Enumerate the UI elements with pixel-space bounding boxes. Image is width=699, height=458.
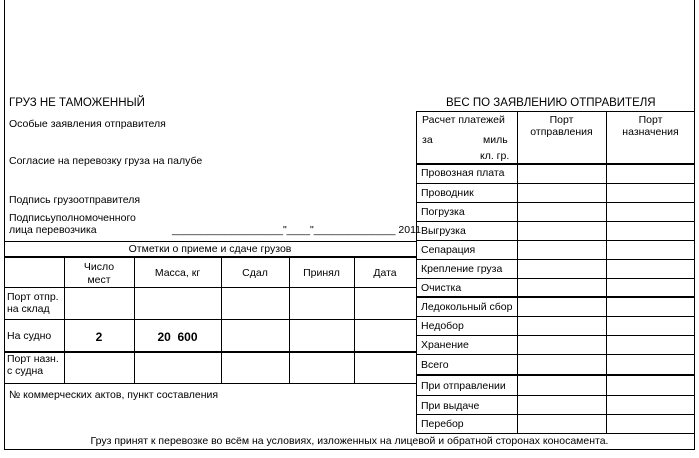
payment-row-label: Проводник — [421, 187, 474, 199]
receipt-mass-value: 20 600 — [157, 330, 198, 344]
payments-row-line — [416, 278, 695, 279]
payments-row-line — [416, 414, 695, 415]
receipt-top-line — [4, 241, 416, 242]
port-destination-header: Порт назначения — [622, 114, 679, 138]
calc-header-3: кл. гр. — [480, 150, 510, 162]
payments-row-line — [416, 183, 695, 184]
calc-header-2-left: за — [422, 134, 433, 146]
carrier-signature-label-2: лица перевозчика — [9, 224, 97, 236]
receipt-header-date: Дата — [373, 267, 397, 279]
payment-row-label: Недобор — [421, 320, 464, 332]
payments-row-line — [416, 202, 695, 203]
payments-left-line — [416, 111, 417, 433]
payments-row-line — [416, 335, 695, 336]
payments-top-line — [416, 111, 695, 112]
payments-col-line-2 — [606, 111, 607, 433]
receipt-row-label: На судно — [7, 330, 52, 342]
payment-row-label: Ледокольный сбор — [421, 301, 513, 313]
payment-row-label: Перебор — [421, 418, 464, 430]
payments-row-line — [416, 240, 695, 241]
payments-row-line — [416, 296, 695, 298]
receipt-header-count: Число мест — [83, 261, 115, 286]
payments-row-line — [416, 221, 695, 222]
not-customs-title: ГРУЗ НЕ ТАМОЖЕННЫЙ — [9, 97, 145, 109]
payment-row-label: Очистка — [421, 282, 462, 294]
calc-header-1: Расчет платежей — [422, 114, 505, 126]
deck-consent-label: Согласие на перевозку груза на палубе — [9, 155, 203, 167]
receipt-header-mass: Масса, кг — [154, 267, 201, 279]
payment-row-label: Выгрузка — [421, 225, 466, 237]
payments-row-line — [416, 374, 695, 376]
special-statements-label: Особые заявления отправителя — [9, 118, 166, 130]
receipt-title: Отметки о приеме и сдаче грузов — [128, 243, 292, 255]
payments-row-line — [416, 433, 695, 434]
payment-row-label: Хранение — [421, 339, 469, 351]
shipper-signature-label: Подпись грузоотправителя — [9, 194, 141, 206]
payment-row-label: Погрузка — [421, 206, 465, 218]
commercial-acts-label: № коммерческих актов, пункт составления — [9, 389, 219, 401]
carrier-signature-label-1: Подписьуполномоченного — [9, 212, 136, 224]
payment-row-label: Всего — [421, 359, 449, 371]
payments-row-line — [416, 354, 695, 355]
payments-row-line — [416, 316, 695, 317]
payments-row-line — [416, 259, 695, 260]
signature-date-line: ___________________"____"______________ 2011 — [172, 224, 422, 236]
receipt-bottom-line — [4, 383, 416, 384]
payment-row-label: Сепарация — [421, 244, 476, 256]
receipt-row-label: Порт назн. с судна — [7, 353, 59, 377]
receipt-count-value: 2 — [95, 330, 103, 344]
payments-row-line — [416, 395, 695, 396]
payment-row-label: При отправлении — [421, 380, 506, 392]
receipt-header-accepted: Принял — [303, 267, 340, 279]
payment-row-label: Провозная плата — [421, 167, 505, 179]
declared-weight-title: ВЕС ПО ЗАЯВЛЕНИЮ ОТПРАВИТЕЛЯ — [446, 97, 656, 109]
payments-col-line-1 — [517, 111, 518, 433]
footer-text: Груз принят к перевозке во всём на условиях, изложенных на лицевой и обратной сторонах коносамента. — [90, 435, 609, 447]
payments-row-line — [416, 163, 695, 165]
receipt-header-handed: Сдал — [242, 267, 268, 279]
port-departure-header: Порт отправления — [530, 114, 593, 138]
payment-row-label: Крепление груза — [421, 263, 503, 275]
receipt-row-label: Порт отпр. на склад — [7, 291, 59, 315]
payment-row-label: При выдаче — [421, 400, 480, 412]
calc-header-2-right: миль — [483, 134, 508, 146]
